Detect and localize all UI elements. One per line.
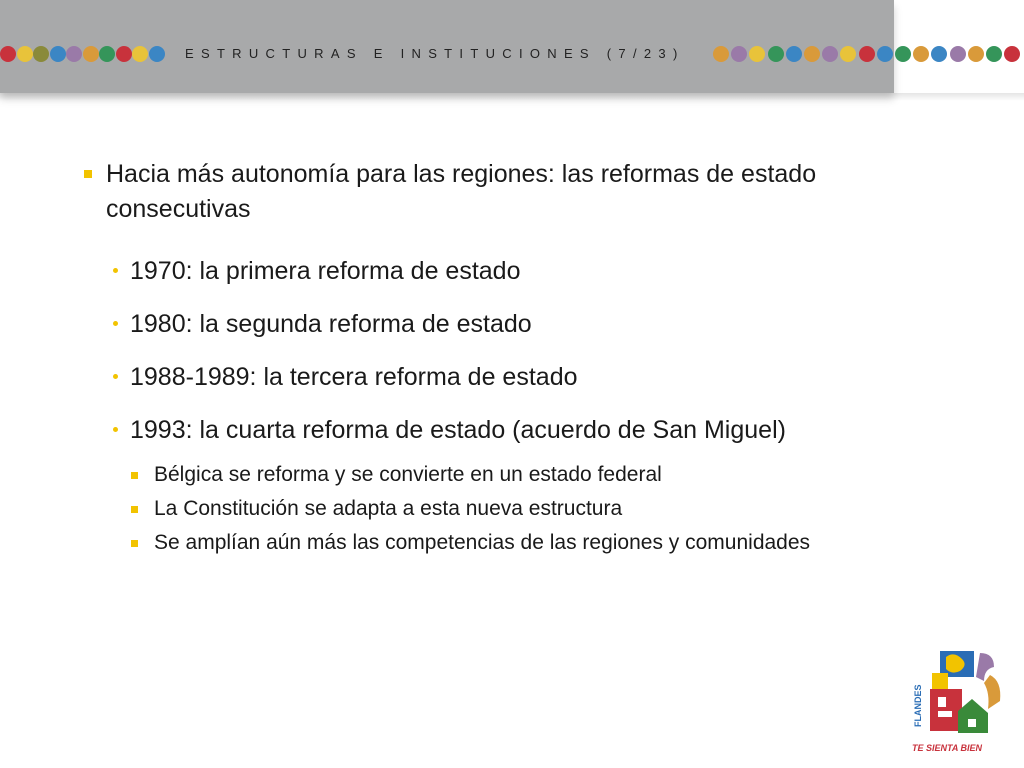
sub-bullet-1993: 1993: la cuarta reforma de estado (acuerdo de San Miguel) [130,416,786,444]
logo-word: FLANDES [913,684,923,727]
subsub-bullet-federal: Bélgica se reforma y se convierte en un estado federal [154,463,662,486]
subsub-bullet-competencias: Se amplían aún más las competencias de las regiones y comunidades [154,531,811,554]
bullet-dot-icon [113,268,118,273]
bullet-square-icon [131,540,138,547]
logo-house-shape [958,699,988,733]
subsub-bullet-constitucion: La Constitución se adapta a esta nueva estructura [154,497,623,520]
logo-yellow-block [932,673,948,689]
flandes-logo [908,645,1012,757]
slide-header-title: ESTRUCTURAS E INSTITUCIONES (7/23) [185,46,685,61]
logo-orange-shape [984,675,1000,709]
bullet-dot-icon [113,374,118,379]
sub-bullet-1980: 1980: la segunda reforma de estado [130,310,532,338]
bullet-square-icon [131,506,138,513]
sub-bullet-1970: 1970: la primera reforma de estado [130,257,521,285]
sub-bullet-1988: 1988-1989: la tercera reforma de estado [130,363,578,391]
main-bullet-text: Hacia más autonomía para las regiones: las reformas de estado consecutivas [106,160,817,223]
logo-tagline: TE SIENTA BIEN [912,743,983,753]
bullet-square-icon [131,472,138,479]
logo-red-block [930,689,962,731]
bullet-dot-icon [113,321,118,326]
bullet-dot-icon [113,427,118,432]
bullet-square-icon [84,170,92,178]
logo-house-window [968,719,976,727]
